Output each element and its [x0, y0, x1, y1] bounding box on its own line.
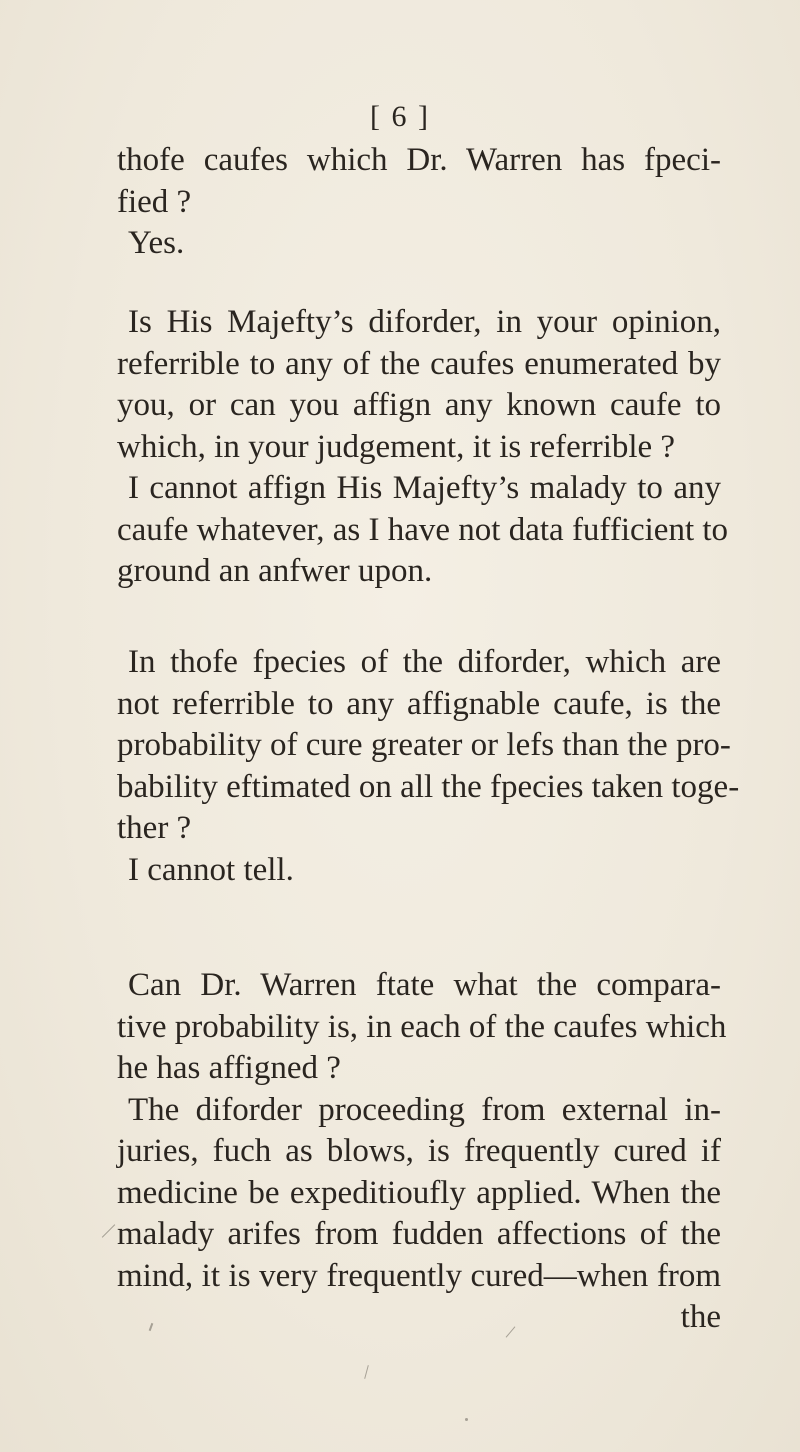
text-line: bability eftimated on all the fpecies taken toge- — [117, 768, 740, 805]
paper-speck — [364, 1365, 369, 1379]
text-line: The diforder proceeding from external in- — [128, 1091, 721, 1128]
text-line: you, or can you affign any known caufe to — [117, 387, 721, 423]
text-line: Yes. — [128, 225, 185, 261]
paragraph-2 — [117, 302, 729, 593]
paragraph-3 — [117, 642, 740, 891]
text-line: Can Dr. Warren ftate what the compara- — [128, 967, 721, 1003]
text-line: ther ? — [117, 810, 192, 846]
text-line: tive probability is, in each of the caufes which — [117, 1008, 727, 1045]
text-line: malady arifes from fudden affections of the — [117, 1216, 721, 1252]
text-line: mind, it is very frequently cured—when from — [117, 1257, 721, 1294]
catchword: the — [680, 1299, 721, 1335]
text-line: medicine be expeditioufly applied. When the — [117, 1174, 721, 1211]
text-line: I cannot tell. — [128, 851, 294, 888]
text-line: he has affigned ? — [117, 1050, 341, 1086]
text-line: In thofe fpecies of the diforder, which are — [128, 644, 721, 680]
text-line: Is His Majefty’s diforder, in your opinion, — [128, 304, 721, 340]
paragraph-4 — [117, 965, 727, 1339]
paragraph-1 — [117, 140, 721, 265]
text-line: probability of cure greater or lefs than the pro- — [117, 727, 731, 763]
text-line: thofe caufes which Dr. Warren has fpeci- — [117, 142, 721, 178]
paper-speck — [102, 1224, 115, 1237]
page-number: [ 6 ] — [370, 100, 430, 133]
text-line: caufe whatever, as I have not data fufficient to — [117, 511, 729, 548]
text-line: which, in your judgement, it is referrible ? — [117, 428, 676, 465]
text-line: not referrible to any affignable caufe, is the — [117, 685, 721, 722]
text-line: ground an anfwer upon. — [117, 553, 433, 589]
text-line: I cannot affign His Majefty’s malady to any — [128, 470, 721, 506]
text-line: fied ? — [117, 183, 192, 220]
text-line: juries, fuch as blows, is frequently cured if — [117, 1133, 721, 1169]
text-line: referrible to any of the caufes enumerated by — [117, 345, 721, 382]
paper-speck — [465, 1418, 468, 1421]
